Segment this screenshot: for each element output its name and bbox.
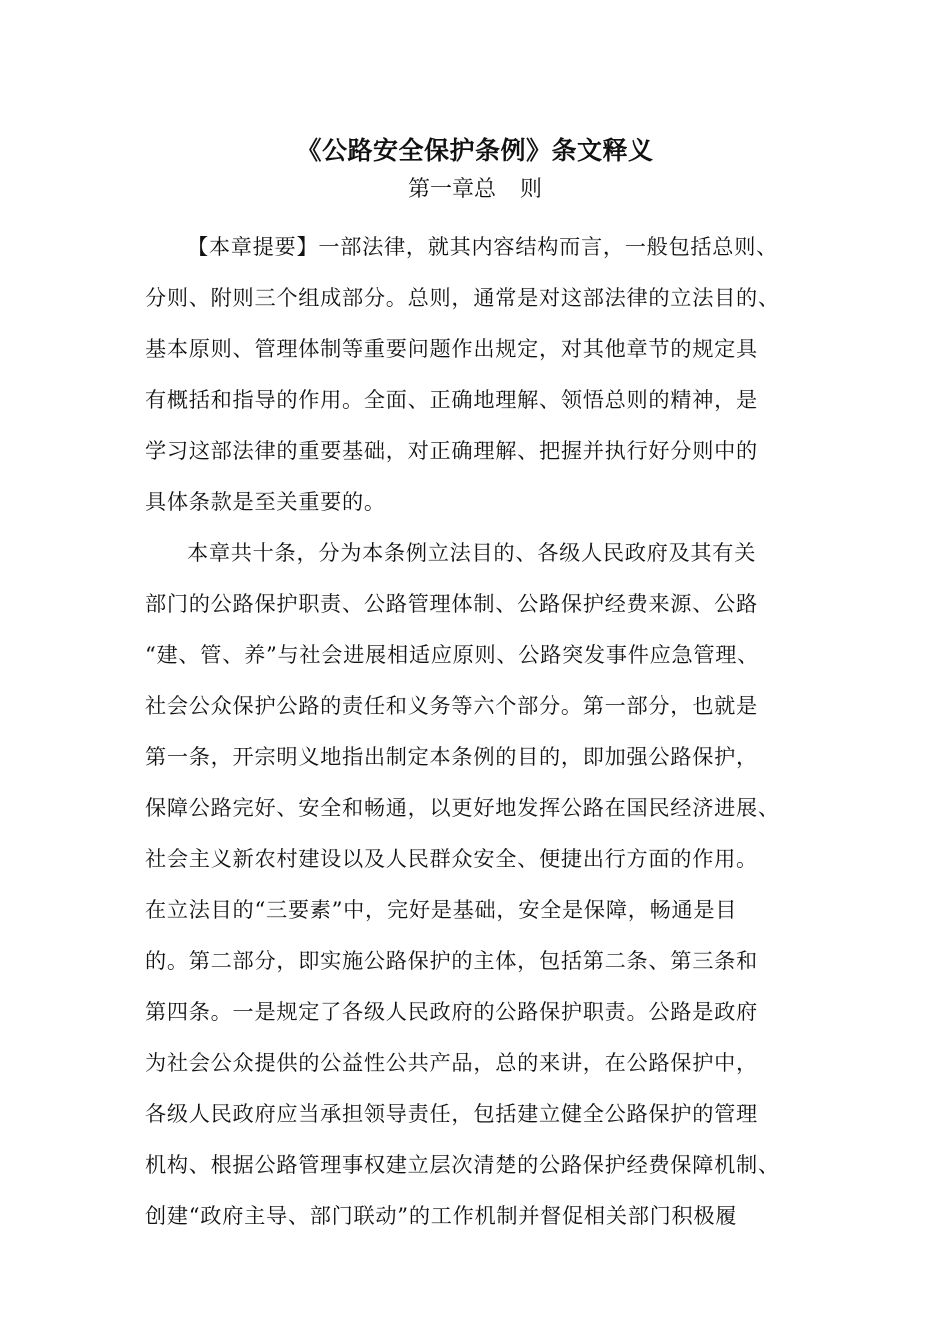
chapter-suffix: 则: [520, 177, 543, 202]
paragraph-line: 基本原则、管理体制等重要问题作出规定，对其他章节的规定具: [145, 336, 758, 361]
paragraph-line: 【本章提要】一部法律，就其内容结构而言，一般包括总则、: [187, 234, 778, 259]
paragraph-line: 具体条款是至关重要的。: [145, 489, 386, 514]
document-title: 《公路安全保护条例》条文释义: [296, 136, 654, 165]
paragraph-line: 本章共十条，分为本条例立法目的、各级人民政府及其有关: [187, 540, 757, 565]
paragraph-line: 保障公路完好、安全和畅通，以更好地发挥公路在国民经济进展、: [145, 795, 780, 820]
paragraph-line: 有概括和指导的作用。全面、正确地理解、领悟总则的精神，是: [145, 387, 758, 412]
chapter-heading: [0, 173, 950, 207]
paragraph-line: 各级人民政府应当承担领导责任，包括建立健全公路保护的管理: [145, 1101, 758, 1126]
paragraph-line: 的。第二部分，即实施公路保护的主体，包括第二条、第三条和: [145, 948, 758, 973]
paragraph-line: 分则、附则三个组成部分。总则，通常是对这部法律的立法目的、: [145, 285, 780, 310]
paragraph-line: 机构、根据公路管理事权建立层次清楚的公路保护经费保障机制、: [145, 1152, 780, 1177]
paragraph-line: 社会公众保护公路的责任和义务等六个部分。第一部分，也就是: [145, 693, 758, 718]
paragraph-line: 第一条，开宗明义地指出制定本条例的目的，即加强公路保护，: [145, 744, 758, 769]
paragraph-line: 第四条。一是规定了各级人民政府的公路保护职责。公路是政府: [145, 999, 758, 1024]
paragraph-line: 为社会公众提供的公益性公共产品，总的来讲，在公路保护中，: [145, 1050, 758, 1075]
paragraph-line: “建、管、养”与社会进展相适应原则、公路突发事件应急管理、: [145, 642, 760, 667]
paragraph-line: 创建“政府主导、部门联动”的工作机制并督促相关部门积极履: [145, 1203, 738, 1228]
paragraph-line: 部门的公路保护职责、公路管理体制、公路保护经费来源、公路: [145, 591, 758, 616]
paragraph-line: 在立法目的“三要素”中，完好是基础，安全是保障，畅通是目: [145, 897, 738, 922]
document-body: [145, 225, 815, 1245]
chapter-label: 第一章总: [407, 177, 496, 202]
paragraph-line: 学习这部法律的重要基础，对正确理解、把握并执行好分则中的: [145, 438, 758, 463]
paragraph-line: 社会主义新农村建设以及人民群众安全、便捷出行方面的作用。: [145, 846, 758, 871]
